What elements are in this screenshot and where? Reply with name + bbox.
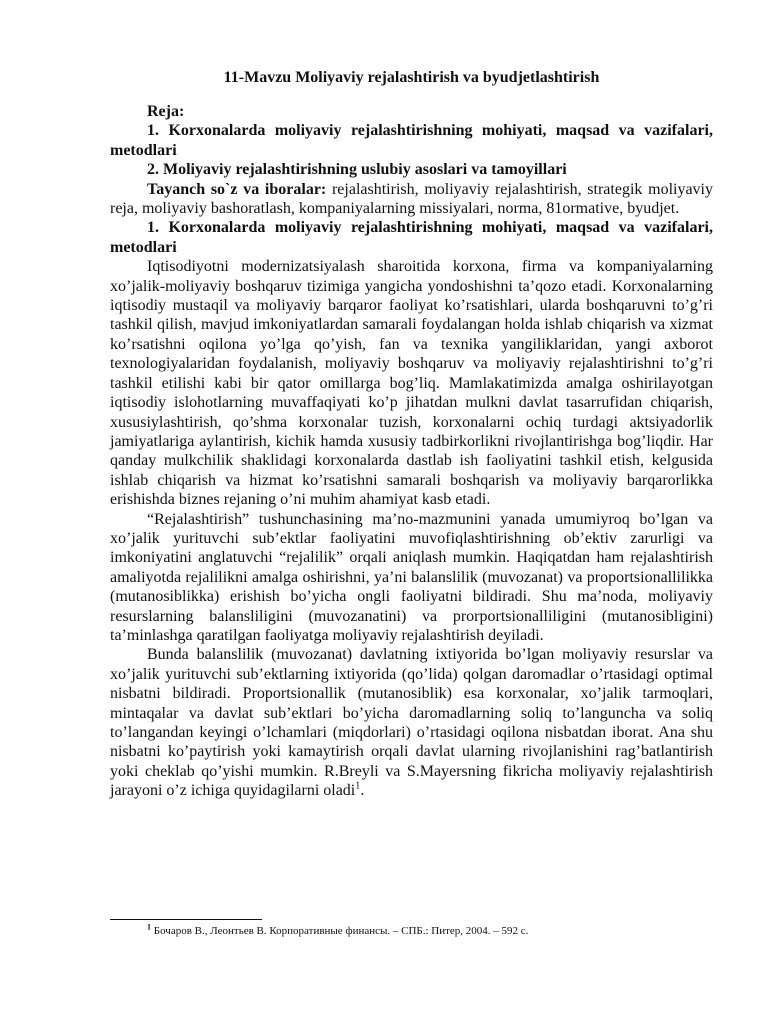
plan-item-1: 1. Korxonalarda moliyaviy rejalashtirishning mohiyati, maqsad va vazifalari, metodlari [110, 122, 713, 159]
paragraph-1: Iqtisodiyotni modernizatsiyalash sharoitida korxona, firma va kompaniyalarning xo’jalik-moliyaviy boshqaruv tizimiga yangicha yondoshishni ta’qozo etadi. Korxonalarning iqtisodiy mustaqil va moliyaviy barqaror faoliyat ko’rsatishlari, ularda boshqaruvni to’g’ri tashkil qilish, mavjud imkoniyatlardan samarali foydalangan holda ishlab chiqarish va xizmat ko’rsatishni oqilona yo’lga qo’yish, fan va texnika yangiliklaridan, yangi axborot texnologiyalaridan foydalanish, moliyaviy boshqaruv va moliyaviy rejalashtirishni to’g’ri tashkil etilishi kabi bir qator omillarga bog’liq. Mamlakatimizda amalga oshirilayotgan iqtisodiy islohotlarning muvaffaqiyati ko’p jihatdan mulkni davlat tasarrufidan chiqarish, xususiylashtirish, qo’shma korxonalar tuzish, korxonalarni ochiq turdagi aktsiyadorlik jamiyatlariga aylantirish, kichik hamda xususiy tadbirkorlikni rivojlantirishga bog’liqdir. Har qanday mulkchilik shaklidagi korxonalarda dastlab ish faoliyatini tashkil etish, kelgusida ishlab chiqarish va hizmat ko’rsatishni samarali boshqarish va moliyaviy barqarorlikka erishishda biznes rejaning o’ni muhim ahamiyat kasb etadi. [110, 258, 713, 509]
keywords-text: rejalashtirish, moliyaviy rejalashtirish, strategik moliyaviy reja, moliyaviy bashoratlash, kompaniyalarning missiyalari, norma, 81ormative, byudjet. [110, 180, 714, 218]
footnote-reference: 1 [355, 780, 361, 792]
page-title: 11-Mavzu Moliyaviy rejalashtirish va byudjetlashtirish [223, 69, 600, 86]
paragraph-3: Bunda balanslilik (muvozanat) davlatning ixtiyorida bo’lgan moliyaviy resurslar va xo’jalik yurituvchi sub’ektlarning ixtiyorida (qo’lida) qolgan daromadlar o’rtasidagi optimal nisbatni bildiradi. Proportsionallik (mutanosiblik) esa korxonalar, xo’jalik tarmoqlari, mintaqalar va davlat sub’ektlari bo’yicha daromadlarning soliq to’languncha va soliq to’langandan keyingi o’lchamlari (miqdorlari) o’rtasidagi oqilona nisbatdan iborat. Ana shu nisbatni ko’paytirish yoki kamaytirish orqali davlat ularning rivojlanishini rag’batlantirish yoki cheklab qo’yishi mumkin. R.Breyli va S.Mayersning fikricha moliyaviy rejalashtirish jarayoni o’z ichiga quyidagilarni oladi$^1$. [110, 646, 713, 800]
plan-heading: Reja: [147, 103, 185, 120]
section-heading: 1. Korxonalarda moliyaviy rejalashtirishning mohiyati, maqsad va vazifalari, metodlari [110, 219, 713, 256]
footnote-text: Бочаров В., Леонтьев В. Корпоративные финансы. – СПБ.: Питер, 2004. – 592 с. [151, 925, 529, 937]
footnote-divider [110, 919, 262, 920]
footnote [147, 922, 529, 938]
keywords-label: Tayanch so`z va iboralar: [147, 180, 327, 198]
footnote-number: 1 [147, 922, 151, 932]
plan-item-2: 2. Moliyaviy rejalashtirishning uslubiy asoslari va tamoyillari [147, 161, 567, 179]
keywords-paragraph [110, 180, 713, 219]
paragraph-3-text: Bunda balanslilik (muvozanat) davlatning ixtiyorida bo’lgan moliyaviy resurslar va xo’jalik yurituvchi sub’ektlarning ixtiyorida (qo’lida) qolgan daromadlar o’rtasidagi optimal nisbatni bildiradi. Proportsionallik (mutanosiblik) esa korxonalar, xo’jalik tarmoqlari, mintaqalar va davlat sub’ektlari bo’yicha daromadlarning soliq to’languncha va soliq to’langandan keyingi o’lchamlari (miqdorlari) o’rtasidagi oqilona nisbatdan iborat. Ana shu nisbatni ko’paytirish yoki kamaytirish orqali davlat ularning rivojlanishini rag’batlantirish yoki cheklab qo’yishi mumkin. R.Breyli va S.Mayersning fikricha moliyaviy rejalashtirish jarayoni o’z ichiga quyidagilarni oladi [110, 646, 713, 800]
paragraph-2: “Rejalashtirish” tushunchasining ma’no-mazmunini yanada umumiyroq bo’lgan va xo’jalik yurituvchi sub’ektlar faoliyatini muvofiqlashtirishning ob’ektiv zarurligi va imkoniyatini anglatuvchi “rejalilik” orqali aniqlash mumkin. Haqiqatdan ham rejalashtirish amaliyotda rejalilikni amalga oshirishni, ya’ni balanslilik (muvozanat) va proportsionallilikka (mutanosiblikka) erishish bo’yicha ongli faoliyatni bildiradi. Shu ma’noda, moliyaviy resurslarning balansliligini (muvozanatini) va prorportsionalliligini (mutanosibligini) ta’minlashga qaratilgan faoliyatga moliyaviy rejalashtirish deyiladi. [110, 510, 713, 644]
